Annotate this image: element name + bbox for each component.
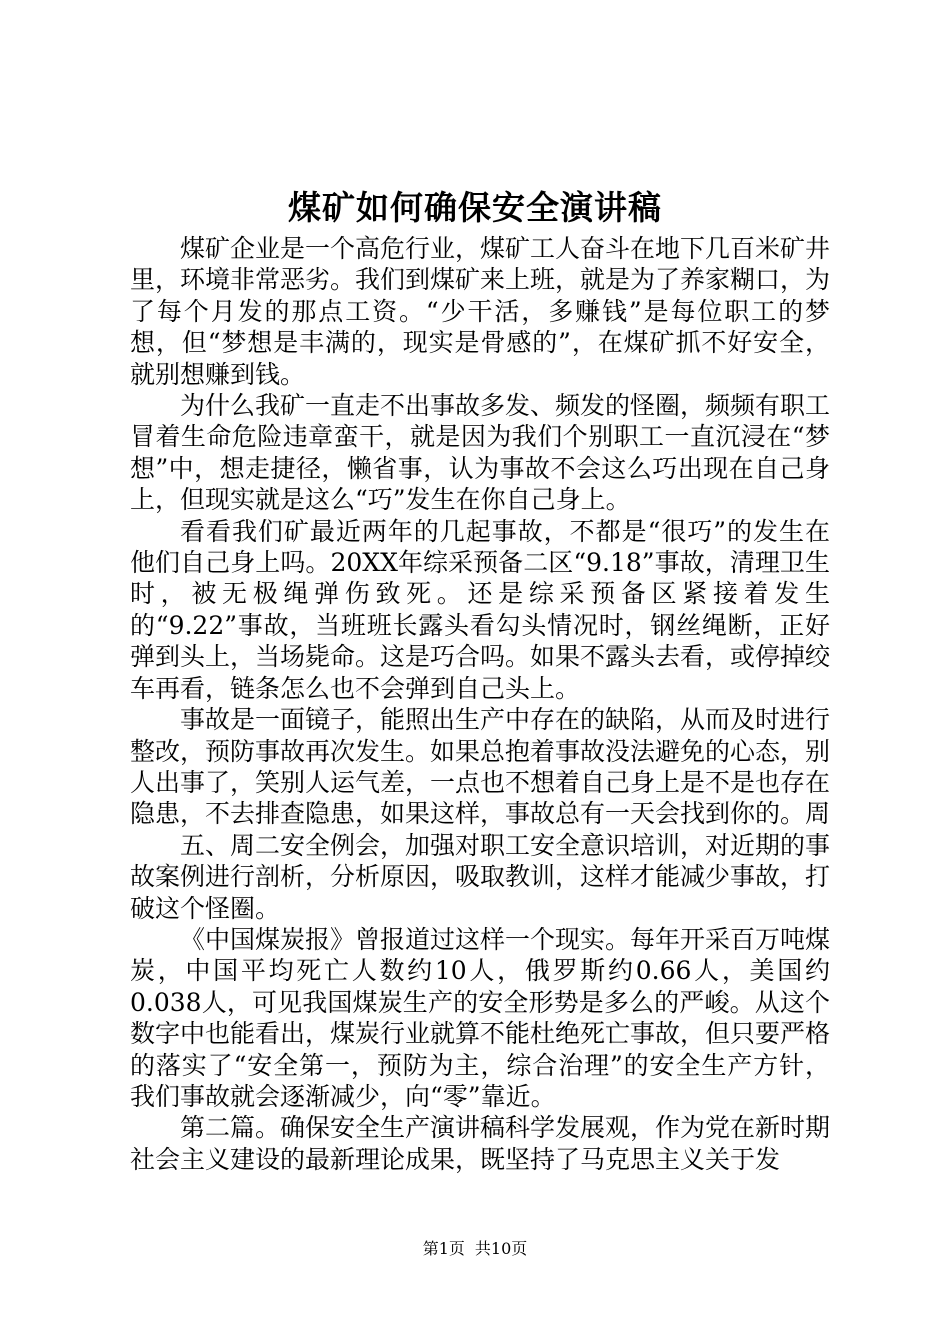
paragraph: 看看我们矿最近两年的几起事故，不都是“很巧”的发生在他们自己身上吗。20XX年综采预备二区“9.18”事故，清理卫生时，被无极绳弹伤致死。还是综采预备区紧接着发生的“9.22”事故，当班班长露头看勾头情况时，钢丝绳断，正好弹到头上，当场毙命。这是巧合吗。如果不露头去看，或停掉绞车再看，链条怎么也不会弹到自己头上。 [130, 516, 831, 703]
page-number-total: 共10页 [474, 1239, 528, 1258]
paragraph: 为什么我矿一直走不出事故多发、频发的怪圈，频频有职工冒着生命危险违章蛮干，就是因为我们个别职工一直沉浸在“梦想”中，想走捷径，懒省事，认为事故不会这么巧出现在自己身上，但现实就是这么“巧”发生在你自己身上。 [130, 391, 831, 515]
document-title: 煤矿如何确保安全演讲稿 [288, 188, 662, 227]
page-number-current: 第1页 [422, 1239, 465, 1258]
paragraph: 煤矿企业是一个高危行业，煤矿工人奋斗在地下几百米矿井里，环境非常恶劣。我们到煤矿来上班，就是为了养家糊口，为了每个月发的那点工资。“少干活，多赚钱”是每位职工的梦想，但“梦想是丰满的，现实是骨感的”，在煤矿抓不好安全，就别想赚到钱。 [130, 234, 831, 389]
page-footer [0, 1238, 950, 1260]
paragraph: 事故是一面镜子，能照出生产中存在的缺陷，从而及时进行整改，预防事故再次发生。如果总抱着事故没法避免的心态，别人出事了，笑别人运气差，一点也不想着自己身上是不是也存在隐患，不去排查隐患，如果这样，事故总有一天会找到你的。周 [130, 705, 831, 829]
document-body [130, 233, 830, 1175]
paragraph: 五、周二安全例会，加强对职工安全意识培训，对近期的事故案例进行剖析，分析原因，吸取教训，这样才能减少事故，打破这个怪圈。 [130, 830, 831, 923]
paragraph: 第二篇。确保安全生产演讲稿科学发展观，作为党在新时期社会主义建设的最新理论成果，既坚持了马克思主义关于发 [130, 1113, 831, 1174]
paragraph: 《中国煤炭报》曾报道过这样一个现实。每年开采百万吨煤炭，中国平均死亡人数约10人，俄罗斯约0.66人，美国约0.038人，可见我国煤炭生产的安全形势是多么的严峻。从这个数字中也能看出，煤炭行业就算不能杜绝死亡事故，但只要严格的落实了“安全第一，预防为主，综合治理”的安全生产方针，我们事故就会逐渐减少，向“零”靠近。 [130, 924, 831, 1111]
